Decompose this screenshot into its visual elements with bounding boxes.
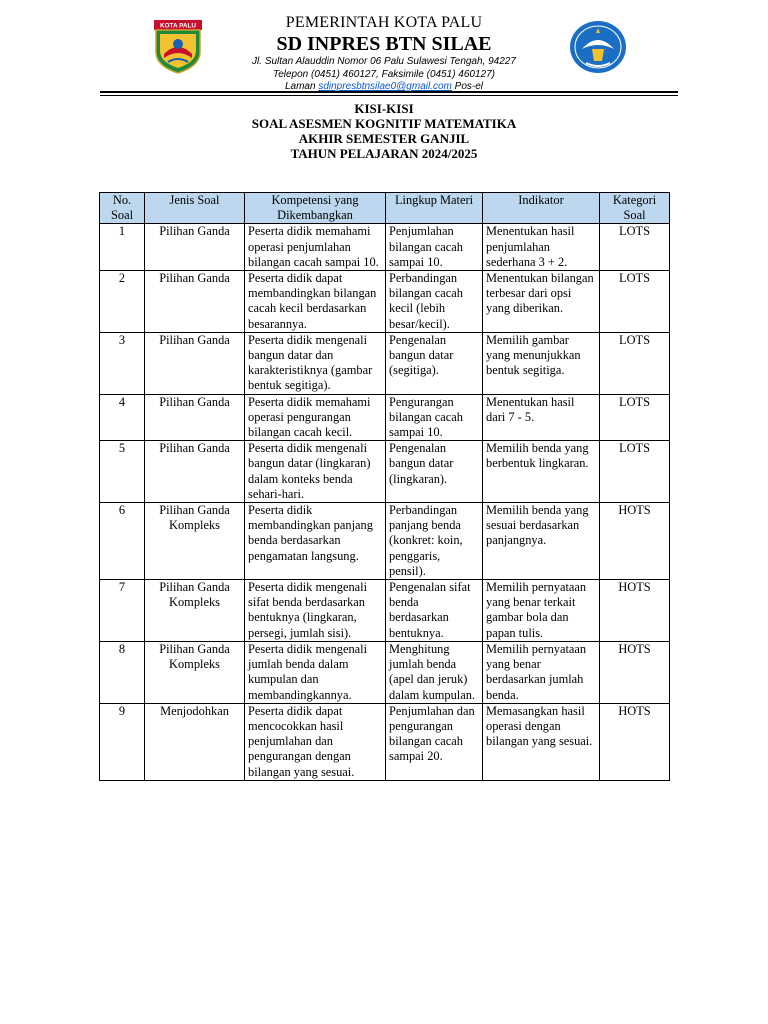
cell-kompetensi: Peserta didik memahami operasi pengurangan bilangan cacah kecil. <box>245 394 386 441</box>
school-email-link[interactable]: sdinpresbtnsilae0@gmail.com <box>318 81 452 92</box>
cell-lingkup: Perbandingan bilangan cacah kecil (lebih besar/kecil). <box>386 271 483 333</box>
document-title <box>0 101 768 161</box>
cell-jenis: Pilihan Ganda Kompleks <box>145 503 245 580</box>
government-name: PEMERINTAH KOTA PALU <box>285 14 483 31</box>
cell-no: 1 <box>100 224 145 271</box>
cell-no: 9 <box>100 703 145 780</box>
cell-lingkup: Pengurangan bilangan cacah sampai 10. <box>386 394 483 441</box>
title-line-4: TAHUN PELAJARAN 2024/2025 <box>290 146 478 161</box>
cell-lingkup: Penjumlahan dan pengurangan bilangan cacah sampai 20. <box>386 703 483 780</box>
cell-kategori: HOTS <box>600 580 670 642</box>
cell-jenis: Pilihan Ganda <box>145 441 245 503</box>
cell-no: 4 <box>100 394 145 441</box>
cell-no: 3 <box>100 332 145 394</box>
cell-kompetensi: Peserta didik memahami operasi penjumlahan bilangan cacah sampai 10. <box>245 224 386 271</box>
letterhead <box>0 0 768 96</box>
tut-wuri-handayani-emblem-icon <box>568 19 628 75</box>
cell-no: 2 <box>100 271 145 333</box>
cell-kategori: LOTS <box>600 332 670 394</box>
table-row <box>100 580 670 642</box>
title-line-1: KISI-KISI <box>354 101 414 116</box>
cell-kompetensi: Peserta didik mengenali sifat benda berdasarkan bentuknya (lingkaran, persegi, jumlah sisi). <box>245 580 386 642</box>
cell-no: 8 <box>100 641 145 703</box>
cell-kategori: HOTS <box>600 703 670 780</box>
cell-kategori: LOTS <box>600 394 670 441</box>
cell-indikator: Memasangkan hasil operasi dengan bilangan yang sesuai. <box>483 703 600 780</box>
title-line-3: AKHIR SEMESTER GANJIL <box>298 131 470 146</box>
kota-palu-emblem-icon <box>150 18 206 74</box>
column-header-lingkup: Lingkup Materi <box>386 193 483 224</box>
school-name: SD INPRES BTN SILAE <box>276 33 492 55</box>
cell-jenis: Pilihan Ganda <box>145 394 245 441</box>
cell-kategori: HOTS <box>600 641 670 703</box>
table-row <box>100 224 670 271</box>
letterhead-text <box>200 14 568 94</box>
cell-kompetensi: Peserta didik mengenali bangun datar dan karakteristiknya (gambar bentuk segitiga). <box>245 332 386 394</box>
cell-kategori: LOTS <box>600 271 670 333</box>
cell-indikator: Memilih benda yang berbentuk lingkaran. <box>483 441 600 503</box>
column-header-no: No. Soal <box>100 193 145 224</box>
cell-no: 7 <box>100 580 145 642</box>
table-row <box>100 394 670 441</box>
cell-kategori: LOTS <box>600 441 670 503</box>
cell-lingkup: Pengenalan bangun datar (segitiga). <box>386 332 483 394</box>
cell-lingkup: Pengenalan sifat benda berdasarkan bentuknya. <box>386 580 483 642</box>
cell-kompetensi: Peserta didik membandingkan panjang benda berdasarkan pengamatan langsung. <box>245 503 386 580</box>
table-row <box>100 641 670 703</box>
cell-indikator: Memilih pernyataan yang benar terkait gambar bola dan papan tulis. <box>483 580 600 642</box>
column-header-kompetensi: Kompetensi yang Dikembangkan <box>245 193 386 224</box>
table-row <box>100 271 670 333</box>
cell-lingkup: Perbandingan panjang benda (konkret: koin, penggaris, pensil). <box>386 503 483 580</box>
cell-lingkup: Menghitung jumlah benda (apel dan jeruk) dalam kumpulan. <box>386 641 483 703</box>
school-phone: Telepon (0451) 460127, Faksimile (0451) 460127) <box>273 68 495 80</box>
school-address: Jl. Sultan Alauddin Nomor 06 Palu Sulawesi Tengah, 94227 <box>252 56 516 67</box>
cell-jenis: Menjodohkan <box>145 703 245 780</box>
table-row <box>100 703 670 780</box>
cell-kategori: HOTS <box>600 503 670 580</box>
cell-lingkup: Pengenalan bangun datar (lingkaran). <box>386 441 483 503</box>
cell-kompetensi: Peserta didik mengenali bangun datar (lingkaran) dalam konteks benda sehari-hari. <box>245 441 386 503</box>
column-header-jenis: Jenis Soal <box>145 193 245 224</box>
table-row <box>100 441 670 503</box>
table-row <box>100 503 670 580</box>
cell-jenis: Pilihan Ganda <box>145 332 245 394</box>
cell-no: 5 <box>100 441 145 503</box>
cell-jenis: Pilihan Ganda Kompleks <box>145 641 245 703</box>
table-header-row <box>100 193 670 224</box>
cell-kompetensi: Peserta didik dapat membandingkan bilangan cacah kecil berdasarkan besarannya. <box>245 271 386 333</box>
letterhead-rule-thick <box>100 91 678 93</box>
column-header-indikator: Indikator <box>483 193 600 224</box>
table-row <box>100 332 670 394</box>
web-suffix: Pos-el <box>454 81 484 92</box>
cell-kategori: LOTS <box>600 224 670 271</box>
cell-indikator: Menentukan hasil dari 7 - 5. <box>483 394 600 441</box>
column-header-kategori: Kategori Soal <box>600 193 670 224</box>
cell-kompetensi: Peserta didik dapat mencocokkan hasil penjumlahan dan pengurangan dengan bilangan yang sesuai. <box>245 703 386 780</box>
web-prefix: Laman <box>284 81 316 92</box>
cell-jenis: Pilihan Ganda <box>145 224 245 271</box>
cell-indikator: Memilih pernyataan yang benar berdasarkan jumlah benda. <box>483 641 600 703</box>
title-line-2: SOAL ASESMEN KOGNITIF MATEMATIKA <box>251 116 517 131</box>
cell-indikator: Memilih gambar yang menunjukkan bentuk segitiga. <box>483 332 600 394</box>
cell-kompetensi: Peserta didik mengenali jumlah benda dalam kumpulan dan membandingkannya. <box>245 641 386 703</box>
emblem-label: KOTA PALU <box>159 22 197 30</box>
cell-jenis: Pilihan Ganda Kompleks <box>145 580 245 642</box>
kisi-kisi-table <box>99 192 670 781</box>
cell-indikator: Menentukan bilangan terbesar dari opsi yang diberikan. <box>483 271 600 333</box>
cell-indikator: Memilih benda yang sesuai berdasarkan panjangnya. <box>483 503 600 580</box>
cell-no: 6 <box>100 503 145 580</box>
cell-jenis: Pilihan Ganda <box>145 271 245 333</box>
cell-indikator: Menentukan hasil penjumlahan sederhana 3 + 2. <box>483 224 600 271</box>
cell-lingkup: Penjumlahan bilangan cacah sampai 10. <box>386 224 483 271</box>
letterhead-rule-thin <box>100 95 678 96</box>
